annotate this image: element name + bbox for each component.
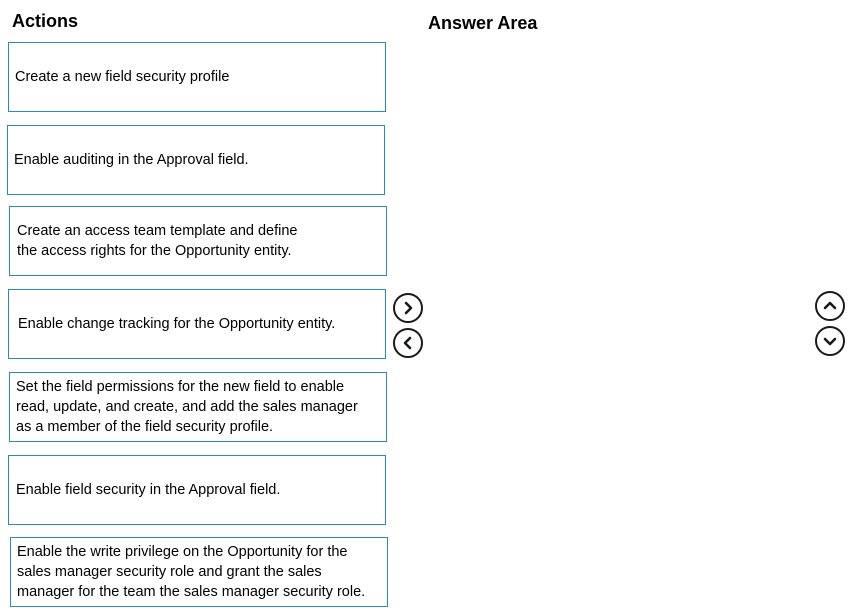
action-item-enable-auditing[interactable] xyxy=(7,125,385,195)
action-text-line: as a member of the field security profile. xyxy=(16,419,274,435)
chevron-up-icon xyxy=(822,298,838,314)
action-text-line: read, update, and create, and add the sales manager xyxy=(16,399,358,415)
action-text-line: Enable field security in the Approval field. xyxy=(16,482,281,498)
move-up-button[interactable] xyxy=(815,291,845,321)
move-down-button[interactable] xyxy=(815,326,845,356)
action-item-enable-field-security[interactable] xyxy=(8,455,386,525)
chevron-down-icon xyxy=(822,333,838,349)
action-text-line: Create a new field security profile xyxy=(15,69,230,85)
action-item-set-field-permissions[interactable] xyxy=(9,372,387,442)
action-text-line: Enable auditing in the Approval field. xyxy=(14,152,249,168)
move-right-button[interactable] xyxy=(393,293,423,323)
chevron-left-icon xyxy=(400,335,416,351)
action-text-line: sales manager security role and grant the sales xyxy=(17,564,322,580)
chevron-right-icon xyxy=(400,300,416,316)
move-left-button[interactable] xyxy=(393,328,423,358)
action-text-line: Enable the write privilege on the Opportunity for the xyxy=(17,544,348,560)
action-item-create-access-team-template[interactable] xyxy=(9,206,387,276)
action-text-line: manager for the team the sales manager security role. xyxy=(17,584,366,600)
action-text-line: Create an access team template and define xyxy=(17,223,298,239)
action-text-line: Set the field permissions for the new field to enable xyxy=(16,379,345,395)
action-text-line: the access rights for the Opportunity entity. xyxy=(17,243,292,259)
actions-heading: Actions xyxy=(12,11,79,31)
action-item-create-field-security-profile[interactable] xyxy=(8,42,386,112)
action-item-enable-write-privilege[interactable] xyxy=(10,537,388,607)
answer-area-heading: Answer Area xyxy=(428,13,538,33)
action-text-line: Enable change tracking for the Opportunity entity. xyxy=(18,316,336,332)
action-item-enable-change-tracking[interactable] xyxy=(8,289,386,359)
